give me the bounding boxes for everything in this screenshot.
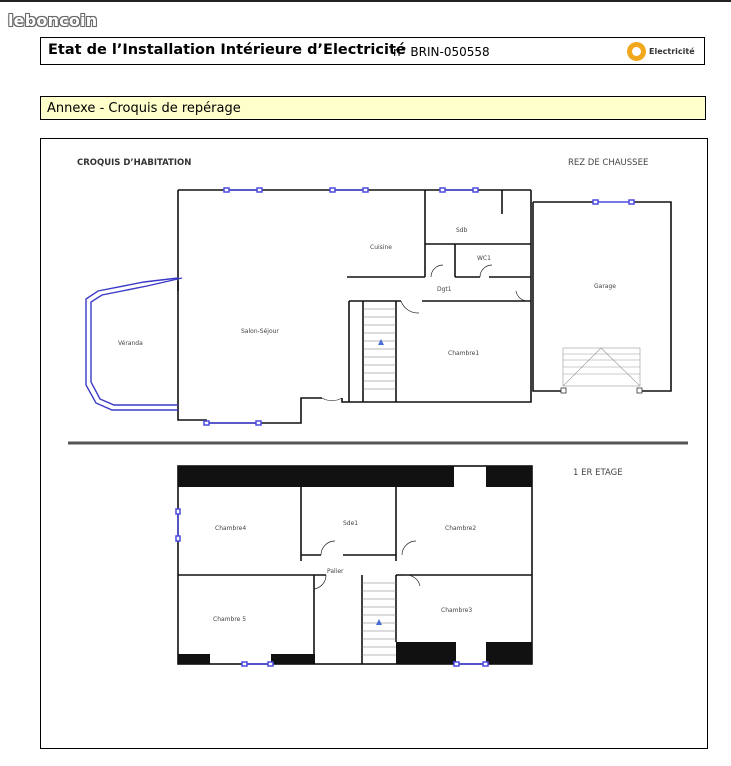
report-title: Etat de l’Installation Intérieure d’Electricité [48,42,406,58]
ground-room-labels [118,227,616,357]
annexe-title: Annexe - Croquis de repérage [47,101,241,116]
first-room-labels [213,520,476,623]
room-sde1: Sde1 [343,520,359,527]
watermark: leboncoin [8,11,98,30]
room-palier: Palier [327,568,344,575]
floor-plan [44,141,704,746]
ground-floor-label: REZ DE CHAUSSEE [568,158,649,168]
report-number: n° BRIN-050558 [393,45,490,59]
first-floor-roof-blocks [178,466,532,664]
room-chambre1: Chambre1 [448,350,480,357]
room-chambre2: Chambre2 [445,525,477,532]
first-floor-label: 1 ER ETAGE [573,468,623,478]
garage-post-right [637,388,642,393]
top-rule [0,0,731,2]
ground-stairs [363,309,396,389]
report-header [40,37,705,65]
room-chambre3: Chambre3 [441,607,473,614]
first-floor-walls [178,466,532,664]
room-dgt1: Dgt1 [437,286,452,293]
logo-label: Electricité [649,47,695,56]
ground-doors [322,265,528,401]
room-wc1: WC1 [477,255,491,262]
room-chambre4: Chambre4 [215,525,247,532]
electricite-logo-icon [627,42,646,61]
room-veranda: Véranda [118,340,143,347]
electricite-logo [627,42,703,62]
first-stairs-arrow-icon [376,619,382,625]
first-doors [314,541,420,589]
stairs-arrow-icon [378,339,384,345]
annexe-banner [40,96,706,120]
ground-floor-walls [178,190,671,423]
room-chambre5: Chambre 5 [213,616,247,623]
plan-heading: CROQUIS D’HABITATION [77,158,192,168]
room-sdb: Sdb [456,227,468,234]
room-garage: Garage [594,283,616,290]
ground-windows [204,188,634,425]
room-cuisine: Cuisine [370,244,392,251]
room-salon-sejour: Salon-Séjour [241,328,279,335]
garage-post-left [561,388,566,393]
garage-door [563,348,640,386]
